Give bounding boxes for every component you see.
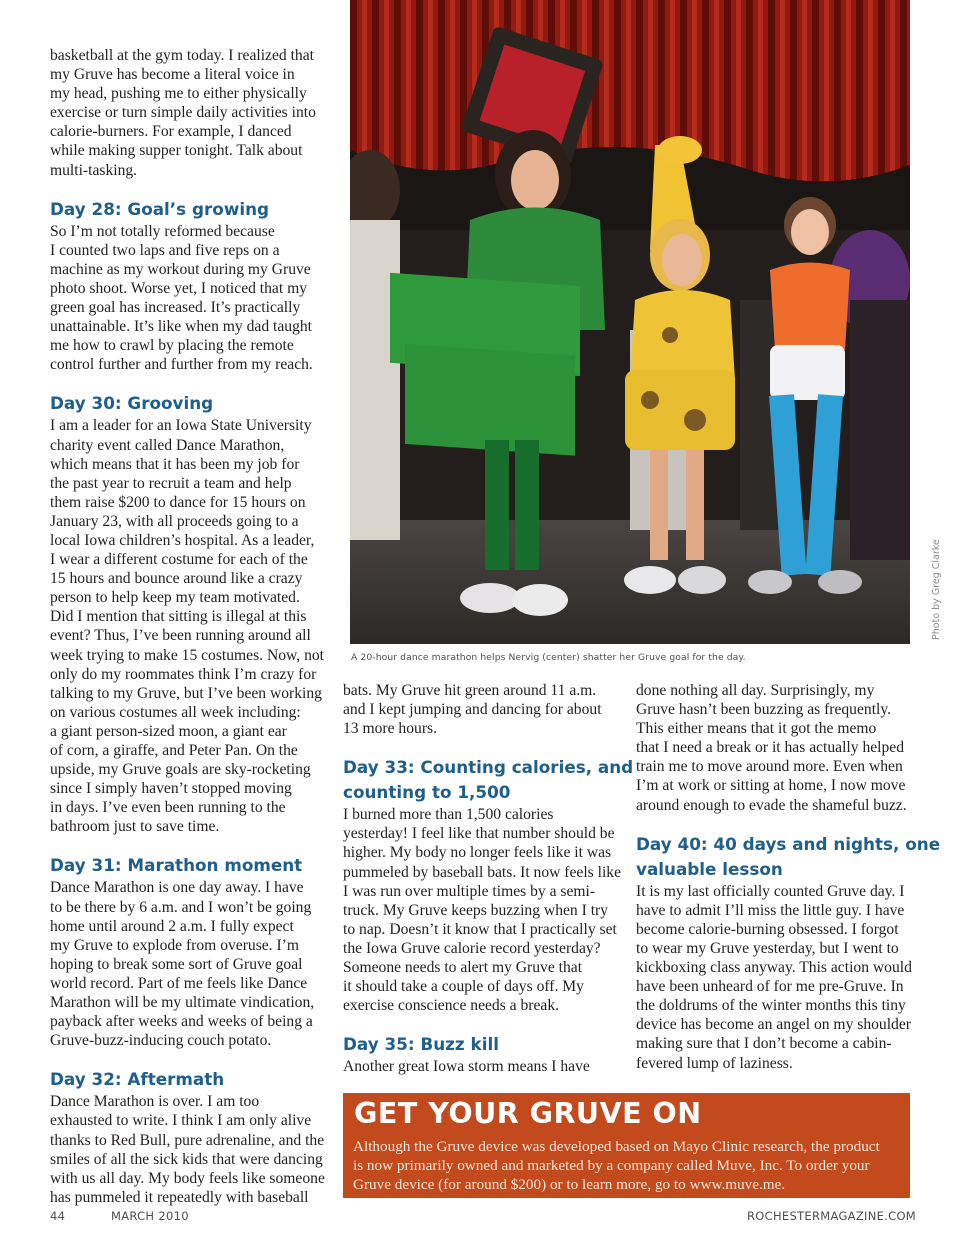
day31-paragraph: Dance Marathon is one day away. I have to be there by 6 a.m. and I won’t be going home until around 2 a.m. I fully expect my Gruve to explode from overuse. I’m hoping to break some sort of Gruve goal world record. Part of me feels like Dance Marathon will be my ultimate vindication, payback after weeks and weeks of being a Gruve-buzz-inducing couch potato. [50,879,315,1050]
body-paragraph: done nothing all day. Surprisingly, my Gruve hasn’t been buzzing as frequently. This either means that it got the memo that I need a break or it has actually helped train me to move around more. Even when I’m at work or sitting at home, I now move around enough to evade the shameful buzz. [636,682,907,814]
photo-credit: Photo by Greg Clarke [931,539,942,640]
promo-title: GET YOUR GRUVE ON [354,1097,702,1130]
day28-heading: Day 28: Goal’s growing [50,198,270,219]
article-column-1 [50,46,328,1207]
page-number: 44 [50,1209,66,1223]
photo-caption: A 20-hour dance marathon helps Nervig (center) shatter her Gruve goal for the day. [351,652,746,663]
day33-heading: Day 33: Counting calories, and counting to 1,500 [343,757,634,803]
article-column-3 [636,681,941,1073]
day33-paragraph: I burned more than 1,500 calories yesterday! I feel like that number should be higher. My body no longer feels like it was pummeled by baseball bats. It now feels like I was run over multiple times by a semi- truck. My Gruve keeps buzzing when I try to nap. Doesn’t it know that I practically set the Iowa Gruve calorie record yesterday? Someone needs to alert my Gruve that it should take a couple of days off. My exercise conscience needs a break. [343,806,622,1015]
dance-marathon-photo [350,0,910,644]
day32-paragraph: Dance Marathon is over. I am too exhausted to write. I think I am only alive thanks to Red Bull, pure adrenaline, and the smiles of all the sick kids that were dancing with us all day. My body feels like someone has pummeled it repeatedly with baseball [50,1093,325,1206]
issue-date: MARCH 2010 [111,1209,189,1223]
promo-box [343,1093,910,1198]
body-paragraph: bats. My Gruve hit green around 11 a.m. and I kept jumping and dancing for about 13 more hours. [343,682,602,738]
day30-heading: Day 30: Grooving [50,393,214,414]
day31-heading: Day 31: Marathon moment [50,855,303,876]
day40-heading: Day 40: 40 days and nights, one valuable lesson [636,833,941,879]
article-column-2 [343,681,634,1076]
magazine-website: ROCHESTERMAGAZINE.COM [747,1209,917,1223]
day28-paragraph: So I’m not totally reformed because I counted two laps and five reps on a machine as my workout during my Gruve photo shoot. Worse yet, I noticed that my green goal has increased. It’s practically unattainable. It’s like when my dad taught me how to crawl by placing the remote control further and further from my reach. [50,222,313,374]
day30-paragraph: I am a leader for an Iowa State University charity event called Dance Marathon, which means that it has been my job for the past year to recruit a team and help them raise $200 to dance for 15 hours on January 23, with all proceeds going to a local Iowa children’s hospital. As a leader, I wear a different costume for each of the 15 hours and bounce around like a crazy person to help keep my team motivated. Did I mention that sitting is illegal at this event? Thus, I’ve been running around all week trying to make 15 costumes. Now, not only do my roommates think I’m crazy for talking to my Gruve, but I’ve been working on various costumes all week including: a giant person-sized moon, a giant ear of corn, a giraffe, and Peter Pan. On the upside, my Gruve goals are sky-rocketing since I simply haven’t stopped moving in days. I’ve even been running to the bathroom just to save time. [50,417,324,836]
day40-paragraph: It is my last officially counted Gruve day. I have to admit I’ll miss the little guy. I have become calorie-burning obsessed. I forgot to wear my Gruve yesterday, but I went to kickboxing class anyway. This action would have been unheard of for me pre-Gruve. In the doldrums of the winter months this tiny device has become an angel on my shoulder making sure that I don’t become a cabin- fevered lump of laziness. [636,882,912,1072]
body-paragraph: basketball at the gym today. I realized that my Gruve has become a literal voice in my head, pushing me to either physically exercise or turn simple daily activities into calorie-burners. For example, I danced while making supper tonight. Talk about multi-tasking. [50,47,316,179]
day35-paragraph: Another great Iowa storm means I have [343,1058,590,1076]
day32-heading: Day 32: Aftermath [50,1069,225,1090]
promo-text: Although the Gruve device was developed based on Mayo Clinic research, the product is now primarily owned and marketed by a company called Muve, Inc. To order your Gruve device (for around $200) or to learn more, go to www.muve.me. [353,1138,880,1194]
day35-heading: Day 35: Buzz kill [343,1034,499,1055]
